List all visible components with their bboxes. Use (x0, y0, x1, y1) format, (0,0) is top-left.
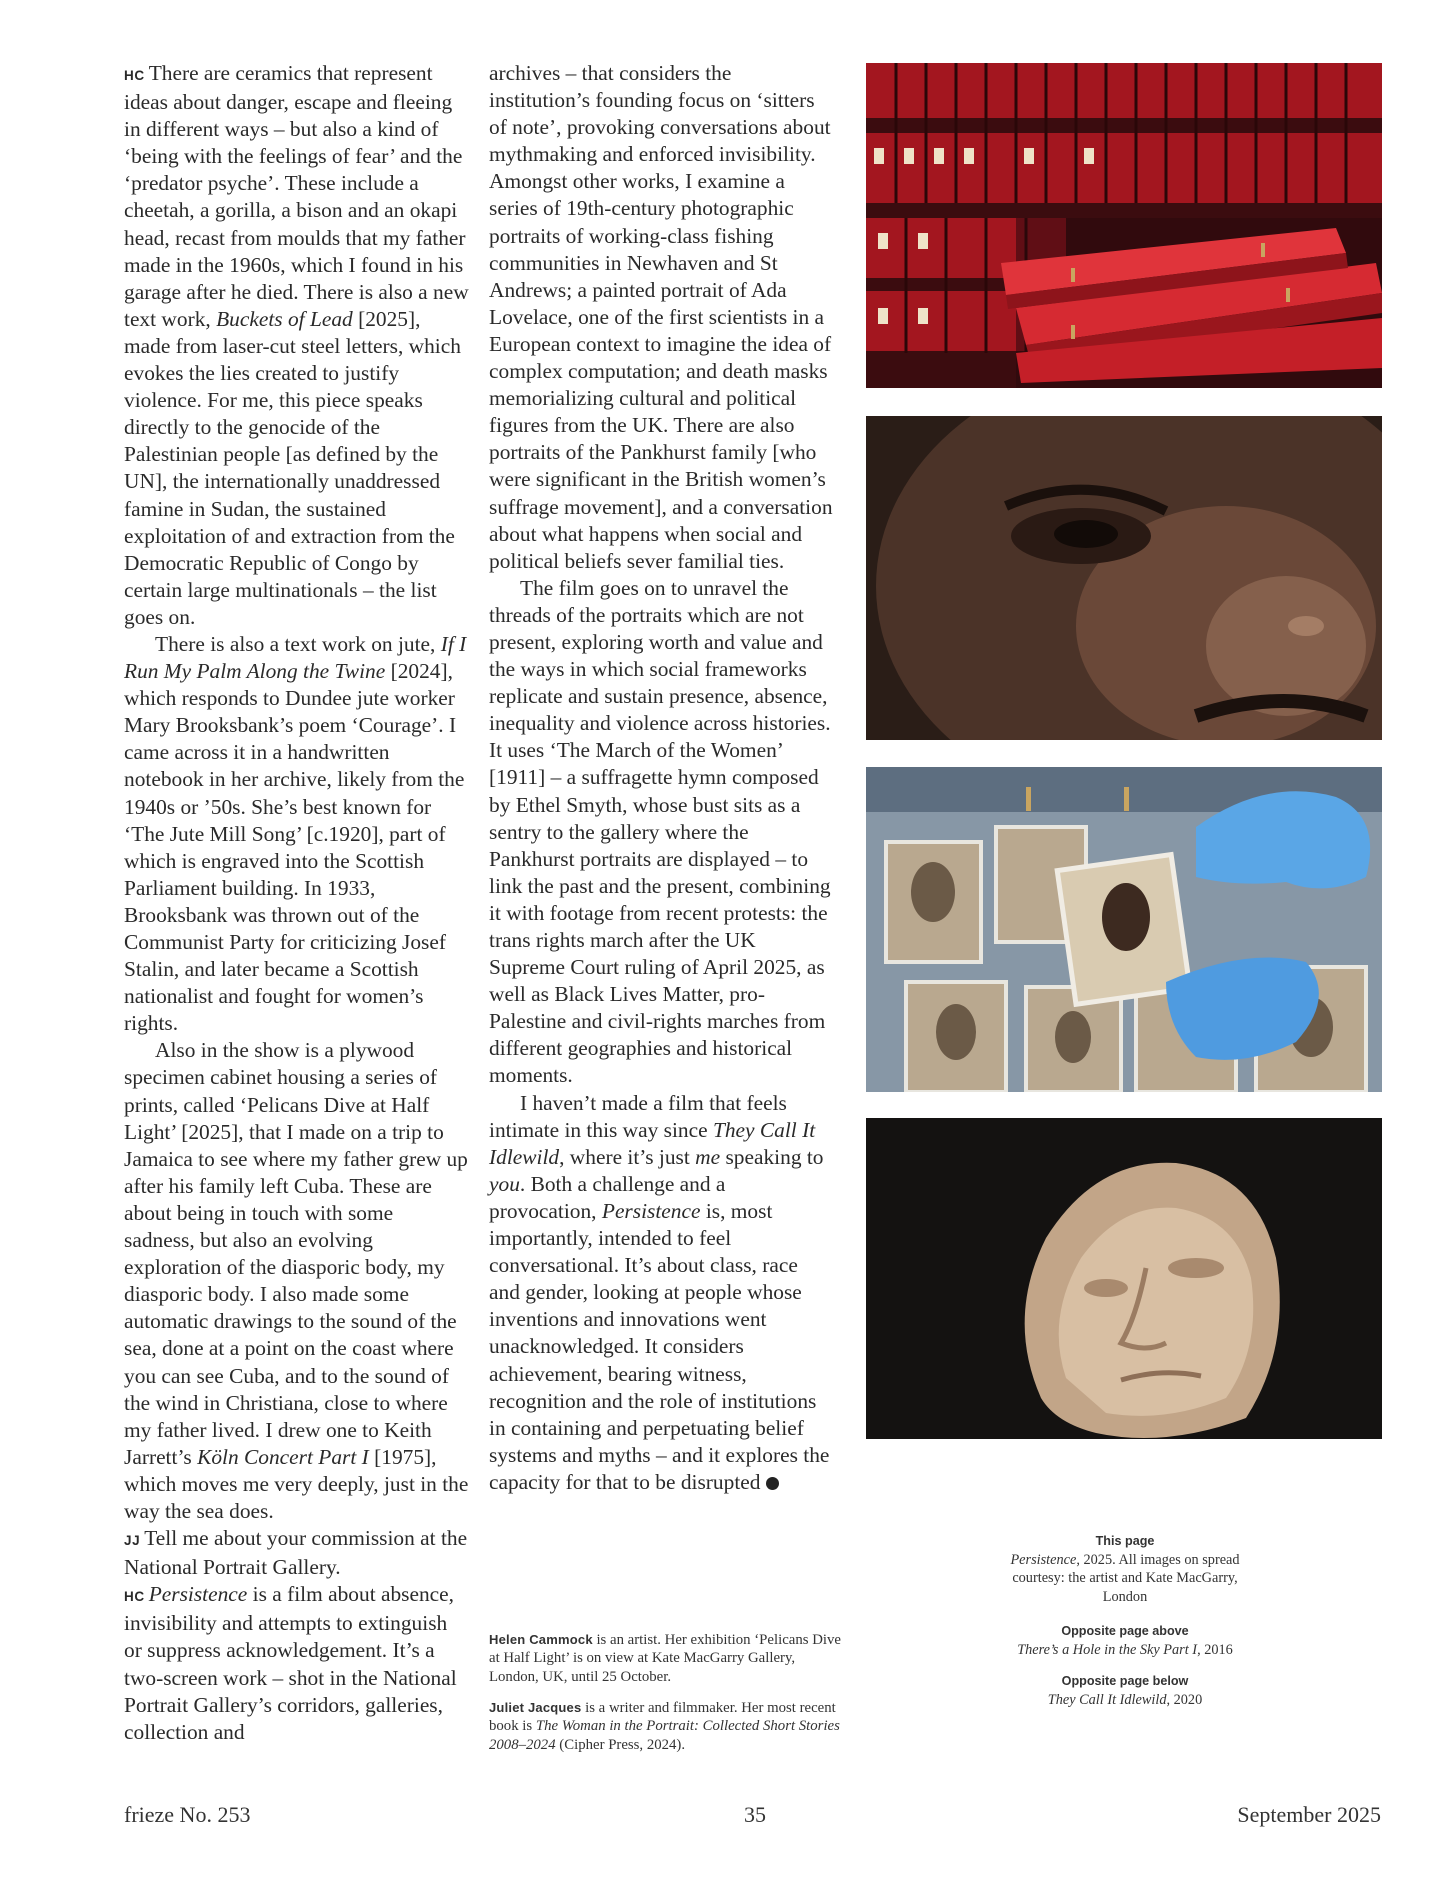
work-title: The Woman in the Portrait: Collected Short Stories 2008–2024 (489, 1718, 840, 1753)
bio-name: Helen Cammock (489, 1632, 593, 1647)
paragraph: I haven’t made a film that feels intimate in this way since They Call It Idlewild, where it’s just me speaking to you. Both a challenge and a provocation, Persistence is, most importantly, intended to feel conversational. It’s about class, race and gender, looking at people whose inventions and innovations went unacknowledged. It considers achievement, bearing witness, recognition and the role of institutions in containing and perpetuating belief systems and myths – and it explores the capacity for that to be disrupted (489, 1090, 830, 1494)
work-title: Persistence (148, 1582, 248, 1607)
caption-opposite-below: Opposite page below They Call It Idlewild, 2020 (1000, 1672, 1250, 1709)
speaker-tag: JJ (124, 1533, 141, 1549)
footer-page-number: 35 (744, 1802, 766, 1827)
footer-magazine-issue: frieze No. 253 (124, 1802, 251, 1827)
end-mark-icon (766, 1477, 779, 1490)
footer-date: September 2025 (1237, 1802, 1381, 1827)
caption-this-page: This page Persistence, 2025. All images on spread courtesy: the artist and Kate MacGarry, London (1000, 1532, 1250, 1606)
paragraph: archives – that considers the institution’s founding focus on ‘sitters of note’, provoking conversations about mythmaking and enforced invisibility. Amongst other works, I examine a series of 19th-century photographic portraits of working-class fishing communities in Newhaven and St Andrews; a painted portrait of Ada Lovelace, one of the first scientists in a European context to imagine the idea of complex computation; and death masks memorializing cultural and political figures from the UK. There are also portraits of the Pankhurst family [who were significant in the British women’s suffrage movement], and a conversation about what happens when social and political beliefs sever familial ties. (489, 61, 833, 573)
caption-label: Opposite page above (1061, 1624, 1189, 1638)
work-title: They Call It Idlewild (489, 1117, 816, 1169)
photo-death-mask (866, 1118, 1382, 1439)
photo-archive-boxes (866, 63, 1382, 388)
caption-label: Opposite page below (1061, 1674, 1189, 1688)
paragraph: The film goes on to unravel the threads of the portraits which are not present, exploring worth and value and the ways in which social frameworks replicate and sustain presence, absence, inequality and violence across histories. It uses ‘The March of the Women’ [1911] – a suffragette hymn composed by Ethel Smyth, whose bust sits as a sentry to the gallery where the Pankhurst portraits are displayed – to link the past and the present, combining it with footage from recent protests: the trans rights march after the UK Supreme Court ruling of April 2025, as well as Black Lives Matter, pro-Palestine and civil-rights marches from different geographies and historical moments. (489, 575, 831, 1088)
speaker-tag: HC (124, 68, 145, 83)
author-bio-helen-cammock: Helen Cammock is an artist. Her exhibition ‘Pelicans Dive at Half Light’ is on view at Kate MacGarry Gallery, London, UK, until 25 October. (489, 1632, 841, 1685)
caption-label: This page (1095, 1534, 1155, 1548)
photo-bronze-bust (866, 416, 1382, 740)
work-title: Persistence (601, 1198, 701, 1223)
speaker-tag: HC (124, 1589, 145, 1605)
paragraph: There is also a text work on jute, If I Run My Palm Along the Twine [2024], which responds to Dundee jute worker Mary Brooksbank’s poem ‘Courage’. I came across it in a handwritten notebook in her archive, likely from the 1940s or ’50s. She’s best known for ‘The Jute Mill Song’ [c.1920], part of which is engraved into the Scottish Parliament building. In 1933, Brooksbank was thrown out of the Communist Party for criticizing Josef Stalin, and later became a Scottish nationalist and fought for women’s rights. (124, 631, 467, 1036)
article-column-2 (489, 60, 834, 1496)
paragraph: Also in the show is a plywood specimen cabinet housing a series of prints, called ‘Pelicans Dive at Half Light’ [2025], that I made on a trip to Jamaica to see where my father grew up after his family left Cuba. These are about being in touch with some sadness, but also an evolving exploration of the diasporic body, my diasporic body. I also made some automatic drawings to the sound of the sea, done at a point on the coast where you can see Cuba, and to the sound of the wind in Christiana, close to where my father lived. I drew one to Keith Jarrett’s Köln Concert Part I [1975], which moves me very deeply, just in the way the sea does. (124, 1038, 469, 1523)
paragraph: HC There are ceramics that represent ideas about danger, escape and fleeing in different ways – but also a kind of ‘being with the feelings of fear’ and the ‘predator psyche’. These include a cheetah, a gorilla, a bison and an okapi head, recast from moulds that my father made in the 1960s, which I found in his garage after he died. There is also a new text work, Buckets of Lead [2025], made from laser-cut steel letters, which evokes the lies created to justify violence. For me, this piece speaks directly to the genocide of the Palestinian people [as defined by the UN], the internationally unaddressed famine in Sudan, the sustained exploitation of and extraction from the Democratic Republic of Congo by certain large multinationals – the list goes on. (124, 61, 469, 629)
question: JJ Tell me about your commission at the National Portrait Gallery. (124, 1526, 468, 1580)
caption-opposite-above: Opposite page above There’s a Hole in the Sky Part I, 2016 (1000, 1622, 1250, 1659)
bio-name: Juliet Jacques (489, 1700, 582, 1715)
author-bio-juliet-jacques: Juliet Jacques is a writer and filmmaker. Her most recent book is The Woman in the Portrait: Collected Short Stories 2008–2024 (Cipher Press, 2024). (489, 1700, 840, 1753)
paragraph: HC Persistence is a film about absence, invisibility and attempts to extinguish or suppress acknowledgement. It’s a two-screen work – shot in the National Portrait Gallery’s corridors, galleries, collection and (124, 1582, 457, 1744)
article-column-1 (124, 60, 469, 1746)
work-title: Buckets of Lead (216, 306, 353, 331)
work-title: If I Run My Palm Along the Twine (124, 631, 467, 684)
work-title: Köln Concert Part I (197, 1444, 369, 1469)
photo-archival-portraits (866, 767, 1382, 1092)
